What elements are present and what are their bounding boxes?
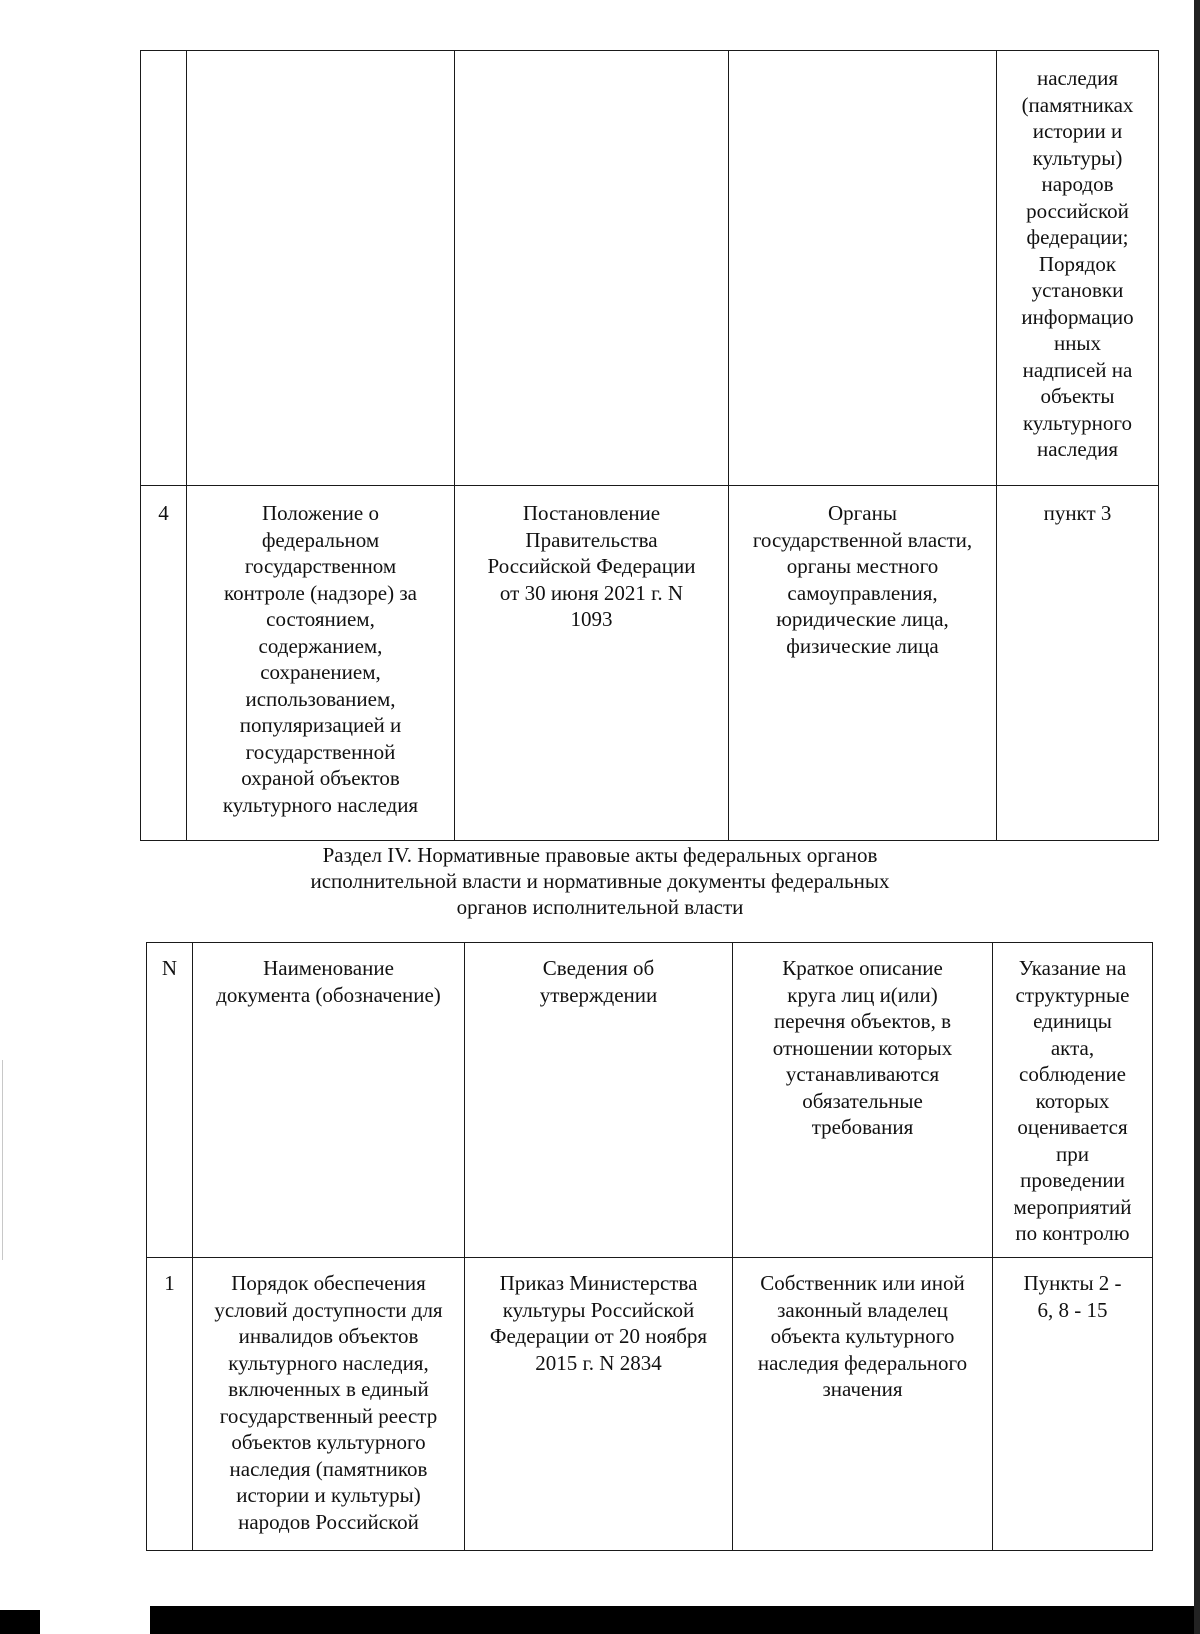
table-row [147,1258,1153,1551]
cell-number: 4 [141,486,187,841]
scan-edge-bottom [150,1606,1200,1634]
cell-approval [455,51,729,486]
header-document-name: Наименование документа (обозначение) [193,943,465,1258]
header-number: N [147,943,193,1258]
cell-approval: Приказ Министерства культуры Российской Федерации от 20 ноября 2015 г. N 2834 [465,1258,733,1551]
scan-edge-right [1194,0,1200,1634]
scan-artifact-line [2,1060,3,1260]
cell-number: 1 [147,1258,193,1551]
header-structural-units: Указание на структурные единицы акта, соблюдение которых оценивается при проведении мероприятий по контролю [993,943,1153,1258]
section-iv-table [146,942,1153,1551]
table-header-row [147,943,1153,1258]
cell-persons: Органы государственной власти, органы местного самоуправления, юридические лица, физические лица [729,486,997,841]
cell-document-name: Порядок обеспечения условий доступности для инвалидов объектов культурного наследия, включенных в единый государственный реестр объектов культурного наследия (памятников истории и культуры) народов Российской [193,1258,465,1551]
header-persons: Краткое описание круга лиц и(или) перечня объектов, в отношении которых устанавливаются обязательные требования [733,943,993,1258]
continuation-table [140,50,1159,841]
table-row [141,486,1159,841]
cell-structural-units: Пункты 2 - 6, 8 - 15 [993,1258,1153,1551]
scan-edge-bottom-left [0,1610,40,1634]
cell-document-name [187,51,455,486]
table-row [141,51,1159,486]
cell-structural-units: пункт 3 [997,486,1159,841]
cell-approval: Постановление Правительства Российской Федерации от 30 июня 2021 г. N 1093 [455,486,729,841]
cell-document-name: Положение о федеральном государственном контроле (надзоре) за состоянием, содержанием, сохранением, использованием, популяризацией и государственной охраной объектов культурного наследия [187,486,455,841]
section-heading: Раздел IV. Нормативные правовые акты федеральных органов исполнительной власти и нормативные документы федеральных органов исполнительной власти [310,843,890,919]
cell-persons [729,51,997,486]
cell-structural-units: наследия (памятниках истории и культуры) народов российской федерации; Порядок установки информацио нных надписей на объекты культурного наследия [997,51,1159,486]
cell-number [141,51,187,486]
cell-persons: Собственник или иной законный владелец объекта культурного наследия федерального значения [733,1258,993,1551]
header-approval: Сведения об утверждении [465,943,733,1258]
